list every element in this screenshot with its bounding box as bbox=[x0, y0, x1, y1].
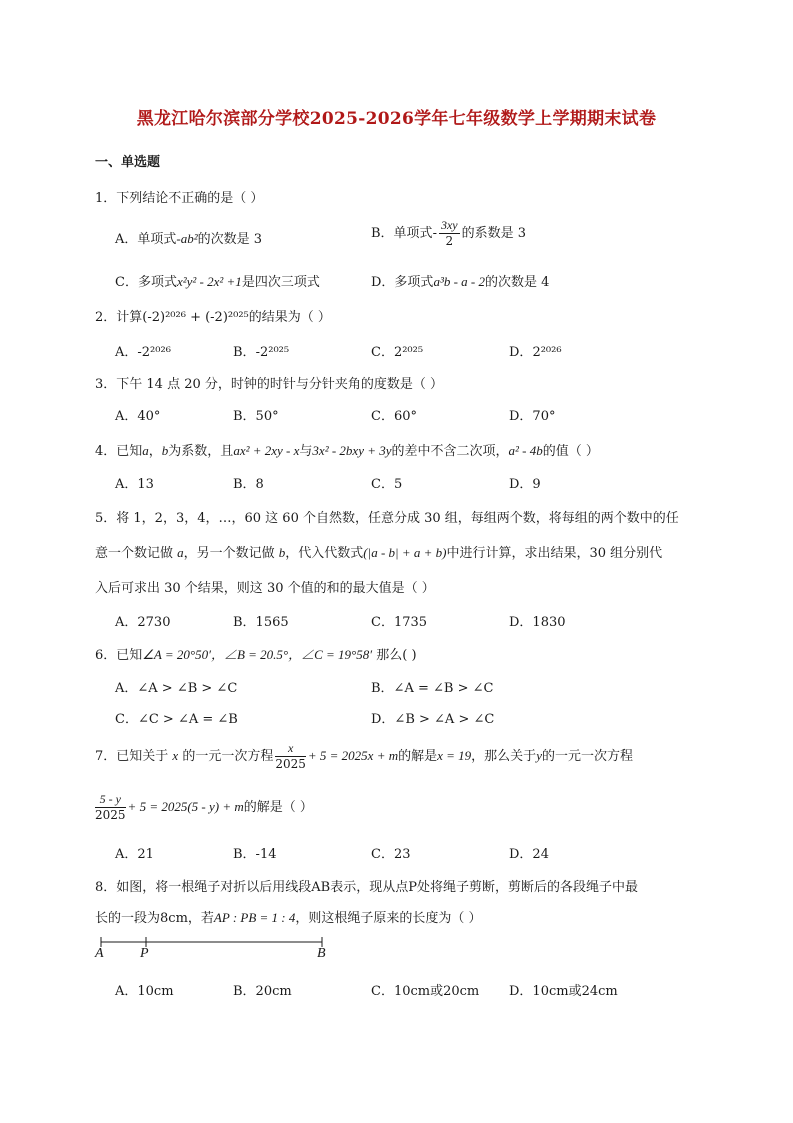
question-6-option-d[interactable]: D．∠B > ∠A > ∠C bbox=[371, 712, 495, 727]
question-6-option-b[interactable]: B．∠A = ∠B > ∠C bbox=[371, 681, 494, 696]
question-5-option-b[interactable]: B．1565 bbox=[233, 615, 289, 630]
question-8-option-a[interactable]: A．10cm bbox=[115, 984, 174, 999]
segment-diagram bbox=[93, 934, 333, 968]
question-3-option-b[interactable]: B．50° bbox=[233, 409, 279, 424]
segment-ab-figure bbox=[93, 934, 333, 968]
point-label-p: P bbox=[140, 946, 149, 961]
question-4-option-b[interactable]: B．8 bbox=[233, 477, 264, 492]
question-1-option-a[interactable]: A．单项式-ab²的次数是 3 bbox=[115, 231, 263, 247]
question-4-option-a[interactable]: A．13 bbox=[115, 477, 154, 492]
fraction: $\frac{5 - y}{2025}$ bbox=[95, 792, 126, 822]
question-7-option-a[interactable]: A．21 bbox=[115, 847, 154, 862]
question-8-option-c[interactable]: C．10cm或20cm bbox=[371, 984, 480, 999]
question-8-line-2: 长的一段为8cm，若AP : PB = 1 : 4，则这根绳子原来的长度为（ ） bbox=[95, 910, 482, 926]
point-label-b: B bbox=[317, 946, 326, 961]
question-2-stem: 2．计算(-2)²⁰²⁶ + (-2)²⁰²⁵的结果为（ ） bbox=[95, 310, 331, 325]
fraction: $\frac{x}{2025}$ bbox=[275, 741, 306, 771]
question-7-option-d[interactable]: D．24 bbox=[509, 847, 549, 862]
question-5-option-a[interactable]: A．2730 bbox=[115, 615, 171, 630]
question-5-option-d[interactable]: D．1830 bbox=[509, 615, 566, 630]
point-label-a: A bbox=[95, 946, 104, 961]
question-6-stem: 6．已知∠A = 20°50′，∠B = 20.5°，∠C = 19°58′ 那么( ) bbox=[95, 647, 417, 663]
question-5-line-1: 5．将 1，2，3，4，…，60 这 60 个自然数，任意分成 30 组，每组两个数，将每组的两个数中的任 bbox=[95, 511, 679, 526]
question-3-option-c[interactable]: C．60° bbox=[371, 409, 417, 424]
question-5-line-2: 意一个数记做 a，另一个数记做 b，代入代数式(|a - b| + a + b)中进行计算，求出结果，30 组分别代 bbox=[95, 545, 663, 561]
question-6-option-a[interactable]: A．∠A > ∠B > ∠C bbox=[115, 681, 238, 696]
question-3-option-d[interactable]: D．70° bbox=[509, 409, 556, 424]
question-7-line-2: $\frac{5 - y}{2025}$ + 5 = 2025(5 - y) + m的解是（ ） bbox=[95, 792, 313, 822]
question-2-option-d[interactable]: D．2²⁰²⁶ bbox=[509, 345, 562, 360]
question-4-stem: 4．已知a，b为系数，且ax² + 2xy - x与3x² - 2bxy + 3y的差中不含二次项，a² - 4b的值（ ） bbox=[95, 443, 599, 459]
page-title: 黑龙江哈尔滨部分学校2025-2026学年七年级数学上学期期末试卷 bbox=[136, 109, 657, 129]
question-3-option-a[interactable]: A．40° bbox=[115, 409, 161, 424]
question-4-option-d[interactable]: D．9 bbox=[509, 477, 541, 492]
fraction: $\frac{3xy}{2}$ bbox=[440, 218, 458, 248]
question-7-option-c[interactable]: C．23 bbox=[371, 847, 411, 862]
question-1-option-c[interactable]: C．多项式x²y² - 2x² +1是四次三项式 bbox=[115, 274, 320, 290]
question-5-line-3: 入后可求出 30 个结果，则这 30 个值的和的最大值是（ ） bbox=[95, 581, 435, 596]
question-5-option-c[interactable]: C．1735 bbox=[371, 615, 428, 630]
question-4-option-c[interactable]: C．5 bbox=[371, 477, 403, 492]
question-2-option-b[interactable]: B．-2²⁰²⁵ bbox=[233, 345, 290, 360]
question-3-stem: 3．下午 14 点 20 分，时钟的时针与分针夹角的度数是（ ） bbox=[95, 377, 444, 392]
section-heading: 一、单选题 bbox=[95, 155, 161, 170]
question-6-option-c[interactable]: C．∠C > ∠A = ∠B bbox=[115, 712, 238, 727]
question-1-stem: 1．下列结论不正确的是（ ） bbox=[95, 191, 264, 206]
question-7-option-b[interactable]: B．-14 bbox=[233, 847, 277, 862]
question-8-line-1: 8．如图，将一根绳子对折以后用线段AB表示，现从点P处将绳子剪断，剪断后的各段绳子中最 bbox=[95, 880, 638, 895]
question-2-option-c[interactable]: C．2²⁰²⁵ bbox=[371, 345, 424, 360]
question-8-option-d[interactable]: D．10cm或24cm bbox=[509, 984, 618, 999]
question-1-option-d[interactable]: D．多项式a³b - a - 2的次数是 4 bbox=[371, 274, 550, 290]
question-7-line-1: 7．已知关于 x 的一元一次方程 $\frac{x}{2025}$ + 5 = 2025x + m的解是x = 19，那么关于y的一元一次方程 bbox=[95, 741, 633, 771]
question-1-option-b[interactable]: B．单项式- $\frac{3xy}{2}$ 的系数是 3 bbox=[371, 218, 527, 248]
question-8-option-b[interactable]: B．20cm bbox=[233, 984, 292, 999]
question-2-option-a[interactable]: A．-2²⁰²⁶ bbox=[115, 345, 171, 360]
